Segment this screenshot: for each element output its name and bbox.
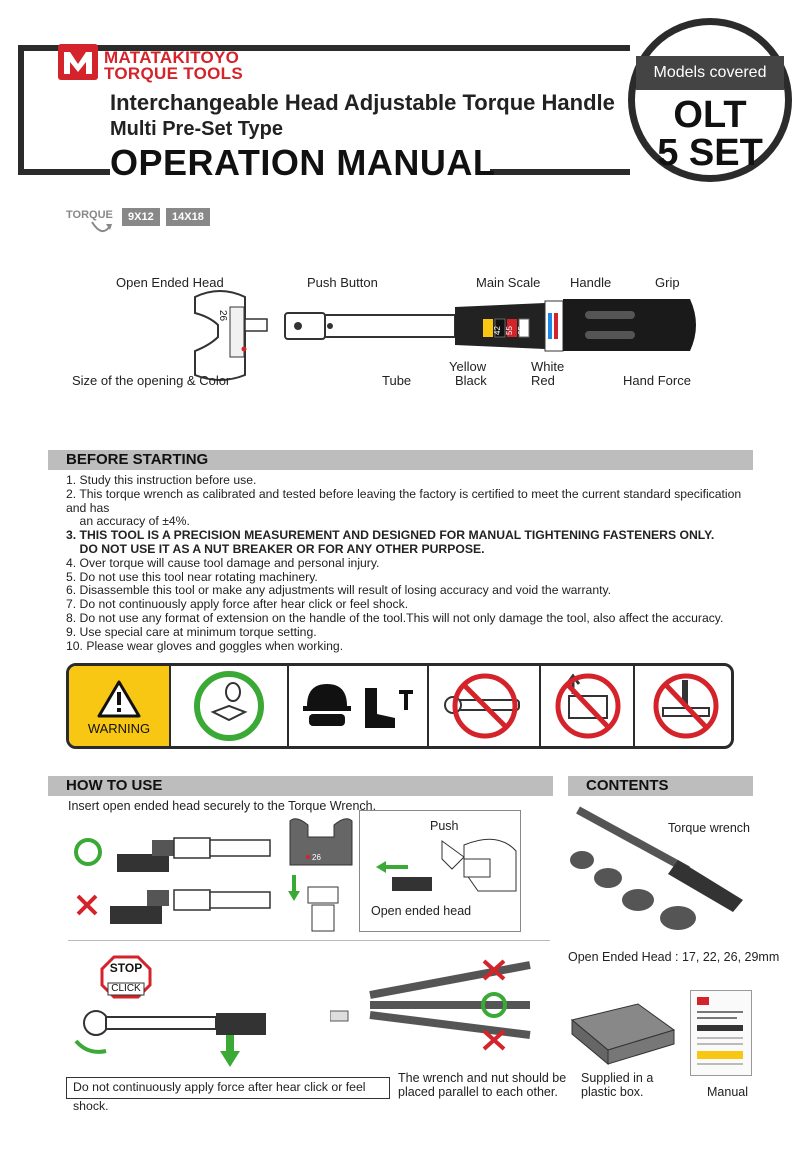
- contents-box-line-2: plastic box.: [581, 1085, 644, 1099]
- push-detail-icon: [368, 831, 518, 901]
- how-to-use-intro: Insert open ended head securely to the Torque Wrench.: [68, 799, 377, 813]
- click-warning-note: Do not continuously apply force after hear click or feel shock.: [66, 1077, 390, 1099]
- scale-mark: 42: [493, 326, 502, 335]
- safety-gear-icon: [303, 680, 415, 734]
- instruction-item: 7. Do not continuously apply force after hear click or feel shock.: [66, 597, 409, 612]
- no-cross-icon: [78, 896, 96, 914]
- instructions-list: [66, 474, 746, 653]
- manual-line: [697, 1043, 743, 1045]
- instruction-item: 4. Over torque will cause tool damage and personal injury.: [66, 555, 380, 570]
- manual-line: [697, 1017, 737, 1019]
- logo-m-icon: [58, 44, 98, 80]
- manual-warning-band: [697, 1051, 743, 1059]
- torque-label: TORQUE: [66, 209, 113, 221]
- instruction-item: an accuracy of ±4%.: [66, 514, 190, 529]
- section-contents: CONTENTS: [568, 776, 753, 796]
- contents-open-heads: Open Ended Head : 17, 22, 26, 29mm: [568, 950, 780, 964]
- warning-triangle-icon: [97, 680, 141, 718]
- torque-arrow-icon: [90, 218, 114, 238]
- label-white: White: [531, 359, 565, 374]
- no-extension-cell: [427, 666, 541, 746]
- label-black: Black: [455, 373, 487, 388]
- instruction-item: 10. Please wear gloves and goggles when working.: [66, 638, 344, 653]
- warning-band: [66, 663, 734, 749]
- head-size-number: 26: [217, 310, 228, 322]
- grip: [563, 299, 696, 351]
- parallel-note-line-2: placed parallel to each other.: [398, 1085, 558, 1099]
- no-nut-breaker-icon: [551, 672, 625, 740]
- manual-line: [697, 1037, 743, 1039]
- head-attach-diagram: [286, 815, 356, 935]
- no-hammer-cell: [633, 666, 734, 746]
- instruction-item: 1. Study this instruction before use.: [66, 473, 257, 487]
- model-line-1: OLT: [673, 94, 747, 136]
- contents-box-line-1: Supplied in a: [581, 1071, 654, 1085]
- label-main-scale: Main Scale: [476, 275, 541, 290]
- parallel-diagram: [330, 955, 560, 1065]
- header-frame-bottom-right: [490, 169, 630, 175]
- header-frame-bottom: [18, 169, 110, 175]
- manual-line: [697, 1063, 743, 1065]
- parallel-note-line-1: The wrench and nut should be: [398, 1071, 567, 1085]
- stop-click-diagram: [70, 955, 270, 1075]
- click-label: CLICK: [111, 983, 141, 994]
- ok-circle-icon: [76, 840, 100, 864]
- plastic-box-image: [568, 1000, 678, 1070]
- model-name: [636, 96, 784, 172]
- safety-gear-cell: [287, 666, 429, 746]
- section-how-to-use: HOW TO USE: [48, 776, 553, 796]
- instruction-item: 8. Do not use any format of extension on the handle of the tool.This will not only damage the tool, also affect the accuracy.: [66, 610, 724, 625]
- read-manual-icon: [193, 670, 265, 742]
- title-line-2: Multi Pre-Set Type: [110, 118, 283, 140]
- header-frame-left: [18, 45, 24, 175]
- brand-line-1: MATATAKITOYO: [104, 48, 240, 67]
- page-title: OPERATION MANUAL: [110, 142, 496, 183]
- title-line-1: Interchangeable Head Adjustable Torque Handle: [110, 90, 615, 115]
- instruction-item: 2. This torque wrench as calibrated and tested before leaving the factory is certified to meet the current standard specification and has: [66, 486, 742, 515]
- section-before-starting: BEFORE STARTING: [48, 450, 753, 470]
- no-nut-breaker-cell: [539, 666, 635, 746]
- push-button: [294, 322, 302, 330]
- model-line-2: 5 SET: [657, 132, 763, 174]
- read-manual-cell: [169, 666, 289, 746]
- warning-panel: [69, 666, 169, 746]
- instruction-item: DO NOT USE IT AS A NUT BREAKER OR FOR ANY OTHER PURPOSE.: [66, 541, 485, 556]
- insert-head-diagram: [72, 822, 272, 932]
- label-push-button: Push Button: [307, 275, 378, 290]
- instruction-item: 3. THIS TOOL IS A PRECISION MEASUREMENT AND DESIGNED FOR MANUAL TIGHTENING FASTENERS ONLY.: [66, 528, 715, 543]
- models-covered-label: Models covered: [636, 56, 784, 90]
- size-tag-2: 14X18: [166, 208, 210, 226]
- brand-logo: [58, 44, 98, 80]
- manual-thumbnail: [690, 990, 752, 1076]
- push-button-housing: [285, 313, 325, 339]
- stop-sign: STOP: [109, 961, 143, 975]
- label-hand-force: Hand Force: [623, 373, 691, 388]
- manual-line: [697, 1011, 743, 1013]
- label-size-color: Size of the opening & Color: [72, 373, 231, 388]
- label-handle: Handle: [570, 275, 612, 290]
- brand-line-2: TORQUE TOOLS: [104, 64, 243, 83]
- label-red: Red: [531, 373, 555, 388]
- label-tube: Tube: [382, 373, 412, 388]
- scale-mark: 55: [505, 326, 514, 335]
- brand-name: [104, 50, 243, 82]
- contents-torque-wrench: Torque wrench: [668, 821, 750, 835]
- manual-wrench: [697, 1025, 743, 1031]
- instruction-item: 9. Use special care at minimum torque setting.: [66, 624, 317, 639]
- divider: [68, 940, 550, 941]
- manual-logo-icon: [697, 997, 709, 1005]
- label-open-ended-head: Open Ended Head: [116, 275, 224, 290]
- label-grip: Grip: [655, 275, 680, 290]
- warning-label: WARNING: [87, 721, 151, 736]
- instruction-item: 5. Do not use this tool near rotating machinery.: [66, 569, 318, 584]
- contents-manual: Manual: [707, 1085, 748, 1099]
- scale-mark: 65: [517, 326, 526, 335]
- push-label: Push: [430, 819, 459, 833]
- no-extension-icon: [441, 672, 529, 740]
- size-tag-1: 9X12: [122, 208, 160, 226]
- open-ended-head-label: Open ended head: [371, 904, 472, 918]
- head-size-number-2: 26: [312, 853, 321, 862]
- label-yellow: Yellow: [449, 359, 487, 374]
- no-hammer-icon: [649, 672, 723, 740]
- instruction-item: 6. Disassemble this tool or make any adjustments will result of losing accuracy and void the warranty.: [66, 583, 612, 598]
- tube: [325, 315, 455, 337]
